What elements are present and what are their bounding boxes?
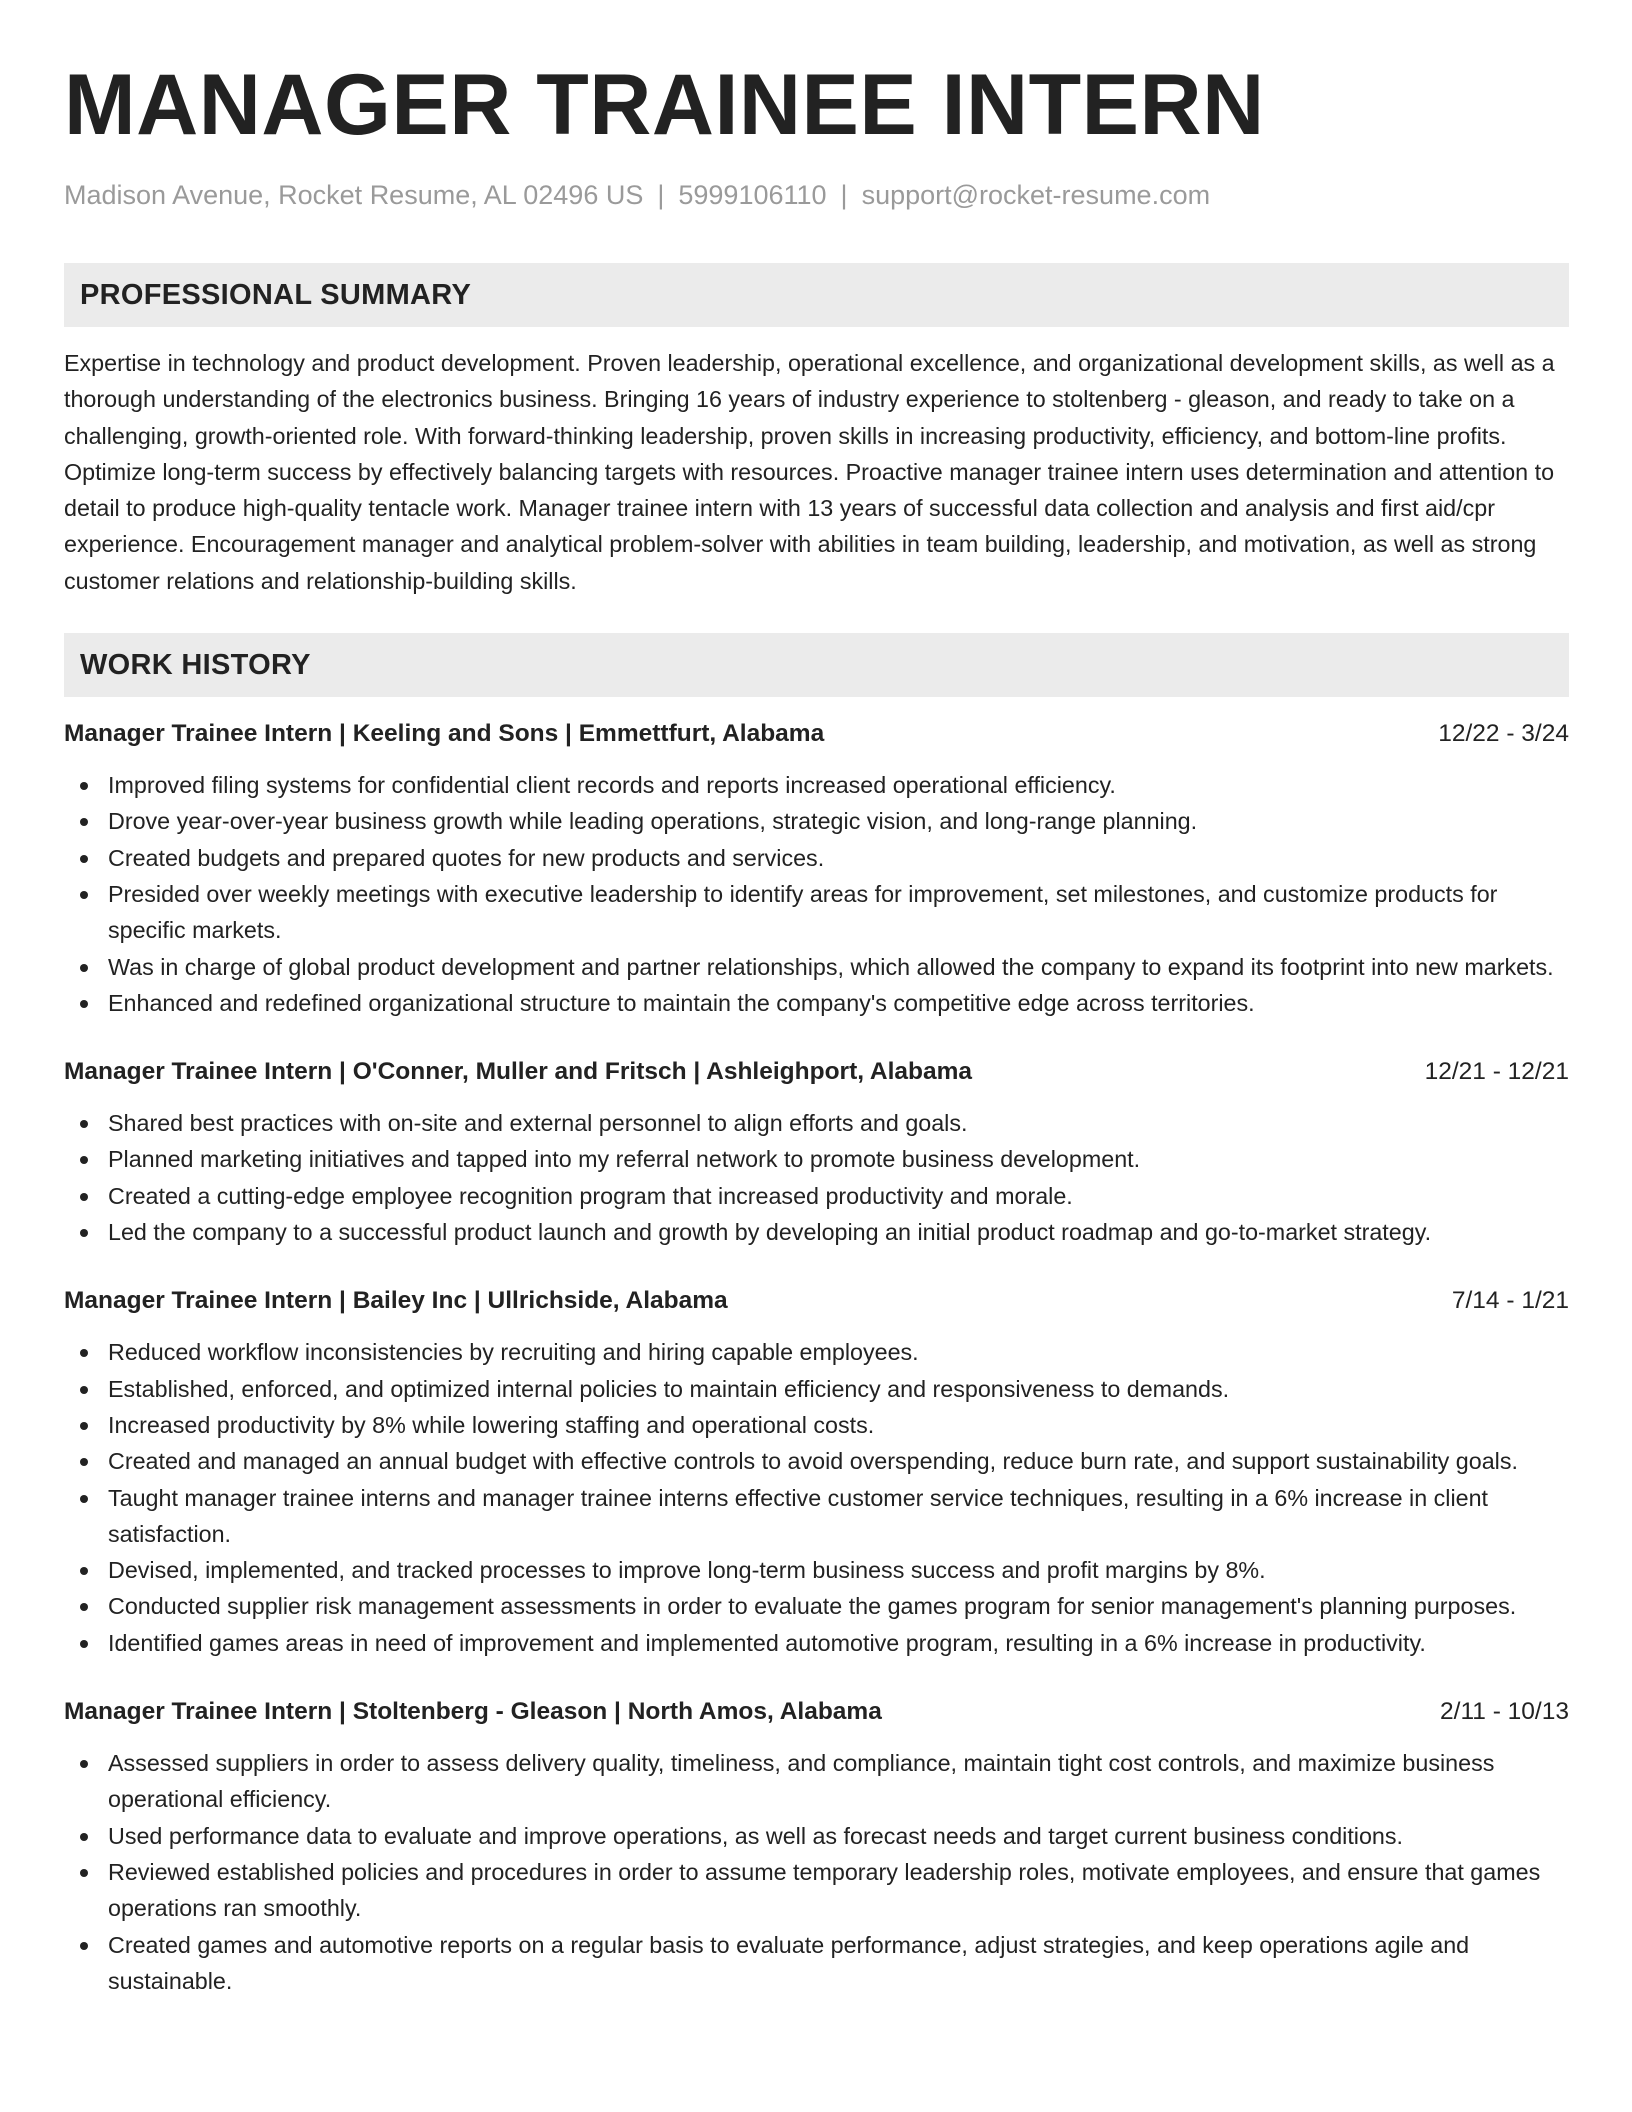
job-bullet: [64, 1552, 1569, 1588]
job-bullet: [64, 803, 1569, 839]
job-header: [64, 1283, 1569, 1319]
job-bullet: [64, 840, 1569, 876]
bullet-dot-icon: [80, 1833, 88, 1841]
contact-separator: |: [657, 180, 665, 210]
job-bullet-text: Conducted supplier risk management assessments in order to evaluate the games program for senior management's planning purposes.: [108, 1593, 1517, 1620]
summary-text: Expertise in technology and product development. Proven leadership, operational excellence, and organizational development skills, as well as a thorough understanding of the electronics business. Bringing 16 years of industry experience to stoltenberg - gleason, and ready to take on a challenging, growth-oriented role. With forward-thinking leadership, proven skills in increasing productivity, efficiency, and bottom-line profits. Optimize long-term success by effectively balancing targets with resources. Proactive manager trainee intern uses determination and attention to detail to produce high-quality tentacle work. Manager trainee intern with 13 years of successful data collection and analysis and first aid/cpr experience. Encouragement manager and analytical problem-solver with abilities in team building, leadership, and motivation, as well as strong customer relations and relationship-building skills.: [64, 350, 1555, 594]
job-bullet-list: [64, 1105, 1569, 1250]
job-bullet: [64, 1480, 1569, 1553]
job-bullet: [64, 1105, 1569, 1141]
job-dates: 12/22 - 3/24: [1438, 720, 1569, 748]
job-bullet-text: Enhanced and redefined organizational structure to maintain the company's competitive edge across territories.: [108, 989, 1255, 1016]
job-bullet-text: Drove year-over-year business growth while leading operations, strategic vision, and long-range planning.: [108, 808, 1198, 835]
job-header: [64, 716, 1569, 752]
contact-line: [64, 177, 1569, 213]
job-bullet: [64, 1443, 1569, 1479]
job-entry: [64, 716, 1569, 1021]
job-title: Manager Trainee Intern | Bailey Inc | Ullrichside, Alabama: [64, 1287, 728, 1315]
bullet-dot-icon: [80, 964, 88, 972]
job-bullet-text: Improved filing systems for confidential client records and reports increased operational efficiency.: [108, 772, 1116, 799]
bullet-dot-icon: [80, 1760, 88, 1768]
contact-phone: 5999106110: [678, 180, 827, 210]
bullet-dot-icon: [80, 1567, 88, 1575]
job-bullet: [64, 1141, 1569, 1177]
job-bullet-text: Created a cutting-edge employee recognition program that increased productivity and morale.: [108, 1182, 1073, 1209]
bullet-dot-icon: [80, 1458, 88, 1466]
job-title: Manager Trainee Intern | Stoltenberg - Gleason | North Amos, Alabama: [64, 1698, 882, 1726]
bullet-dot-icon: [80, 855, 88, 863]
job-bullet-text: Shared best practices with on-site and external personnel to align efforts and goals.: [108, 1110, 968, 1137]
job-header: [64, 1694, 1569, 1730]
job-list: [64, 716, 1569, 1999]
bullet-dot-icon: [80, 1000, 88, 1008]
bullet-dot-icon: [80, 782, 88, 790]
bullet-dot-icon: [80, 1386, 88, 1394]
bullet-dot-icon: [80, 1229, 88, 1237]
job-bullet: [64, 1371, 1569, 1407]
bullet-dot-icon: [80, 1193, 88, 1201]
job-bullet-list: [64, 1745, 1569, 1999]
job-header: [64, 1054, 1569, 1090]
summary-heading: PROFESSIONAL SUMMARY: [64, 263, 1569, 327]
contact-email: support@rocket-resume.com: [861, 180, 1211, 210]
job-dates: 7/14 - 1/21: [1451, 1287, 1569, 1315]
job-bullet: [64, 1178, 1569, 1214]
contact-separator: |: [840, 180, 848, 210]
job-bullet-text: Increased productivity by 8% while lowering staffing and operational costs.: [108, 1411, 875, 1438]
bullet-dot-icon: [80, 1640, 88, 1648]
bullet-dot-icon: [80, 891, 88, 899]
job-bullet-text: Planned marketing initiatives and tapped into my referral network to promote business development.: [108, 1146, 1141, 1173]
job-dates: 12/21 - 12/21: [1424, 1058, 1569, 1086]
bullet-dot-icon: [80, 1869, 88, 1877]
job-bullet: [64, 1588, 1569, 1624]
candidate-name: MANAGER TRAINEE INTERN: [64, 57, 1265, 153]
bullet-dot-icon: [80, 1603, 88, 1611]
bullet-dot-icon: [80, 1156, 88, 1164]
job-bullet-text: Created budgets and prepared quotes for new products and services.: [108, 844, 825, 871]
job-bullet: [64, 949, 1569, 985]
job-bullet-text: Presided over weekly meetings with executive leadership to identify areas for improvement, set milestones, and customize products for specific markets.: [108, 880, 1498, 944]
job-bullet-text: Established, enforced, and optimized internal policies to maintain efficiency and responsiveness to demands.: [108, 1375, 1230, 1402]
job-bullet: [64, 1927, 1569, 2000]
job-dates: 2/11 - 10/13: [1440, 1698, 1569, 1726]
bullet-dot-icon: [80, 1120, 88, 1128]
contact-address: Madison Avenue, Rocket Resume, AL 02496 US: [64, 180, 644, 210]
job-bullet-text: Led the company to a successful product launch and growth by developing an initial product roadmap and go-to-market strategy.: [108, 1219, 1432, 1246]
job-bullet-text: Used performance data to evaluate and improve operations, as well as forecast needs and target current business conditions.: [108, 1822, 1404, 1849]
job-entry: [64, 1694, 1569, 1999]
job-bullet-list: [64, 1334, 1569, 1661]
bullet-dot-icon: [80, 1942, 88, 1950]
job-bullet: [64, 1818, 1569, 1854]
job-entry: [64, 1054, 1569, 1250]
job-bullet: [64, 985, 1569, 1021]
bullet-dot-icon: [80, 1349, 88, 1357]
work-history-heading: WORK HISTORY: [64, 633, 1569, 697]
bullet-dot-icon: [80, 1422, 88, 1430]
job-bullet: [64, 1745, 1569, 1818]
job-bullet: [64, 876, 1569, 949]
job-title: Manager Trainee Intern | Keeling and Sons | Emmettfurt, Alabama: [64, 720, 825, 748]
job-bullet: [64, 1214, 1569, 1250]
job-bullet: [64, 767, 1569, 803]
job-bullet-text: Identified games areas in need of improvement and implemented automotive program, resulting in a 6% increase in productivity.: [108, 1629, 1426, 1656]
job-bullet-text: Assessed suppliers in order to assess delivery quality, timeliness, and compliance, maintain tight cost controls, and maximize business operational efficiency.: [108, 1750, 1495, 1813]
bullet-dot-icon: [80, 1495, 88, 1503]
job-bullet-text: Reduced workflow inconsistencies by recruiting and hiring capable employees.: [108, 1339, 919, 1366]
job-bullet-text: Created games and automotive reports on a regular basis to evaluate performance, adjust strategies, and keep operations agile and sustainable.: [108, 1931, 1470, 1994]
job-bullet-text: Created and managed an annual budget with effective controls to avoid overspending, reduce burn rate, and support sustainability goals.: [108, 1448, 1518, 1475]
job-entry: [64, 1283, 1569, 1661]
job-bullet-text: Devised, implemented, and tracked processes to improve long-term business success and profit margins by 8%.: [108, 1557, 1266, 1584]
job-bullet-text: Taught manager trainee interns and manager trainee interns effective customer service techniques, resulting in a 6% increase in client satisfaction.: [108, 1484, 1489, 1547]
bullet-dot-icon: [80, 818, 88, 826]
job-bullet-text: Reviewed established policies and procedures in order to assume temporary leadership roles, motivate employees, and ensure that games operations ran smoothly.: [108, 1858, 1541, 1922]
job-bullet: [64, 1334, 1569, 1370]
job-bullet-list: [64, 767, 1569, 1021]
job-bullet: [64, 1854, 1569, 1927]
job-title: Manager Trainee Intern | O'Conner, Muller and Fritsch | Ashleighport, Alabama: [64, 1058, 973, 1086]
job-bullet: [64, 1407, 1569, 1443]
job-bullet-text: Was in charge of global product development and partner relationships, which allowed the company to expand its footprint into new markets.: [108, 953, 1554, 980]
job-bullet: [64, 1625, 1569, 1661]
